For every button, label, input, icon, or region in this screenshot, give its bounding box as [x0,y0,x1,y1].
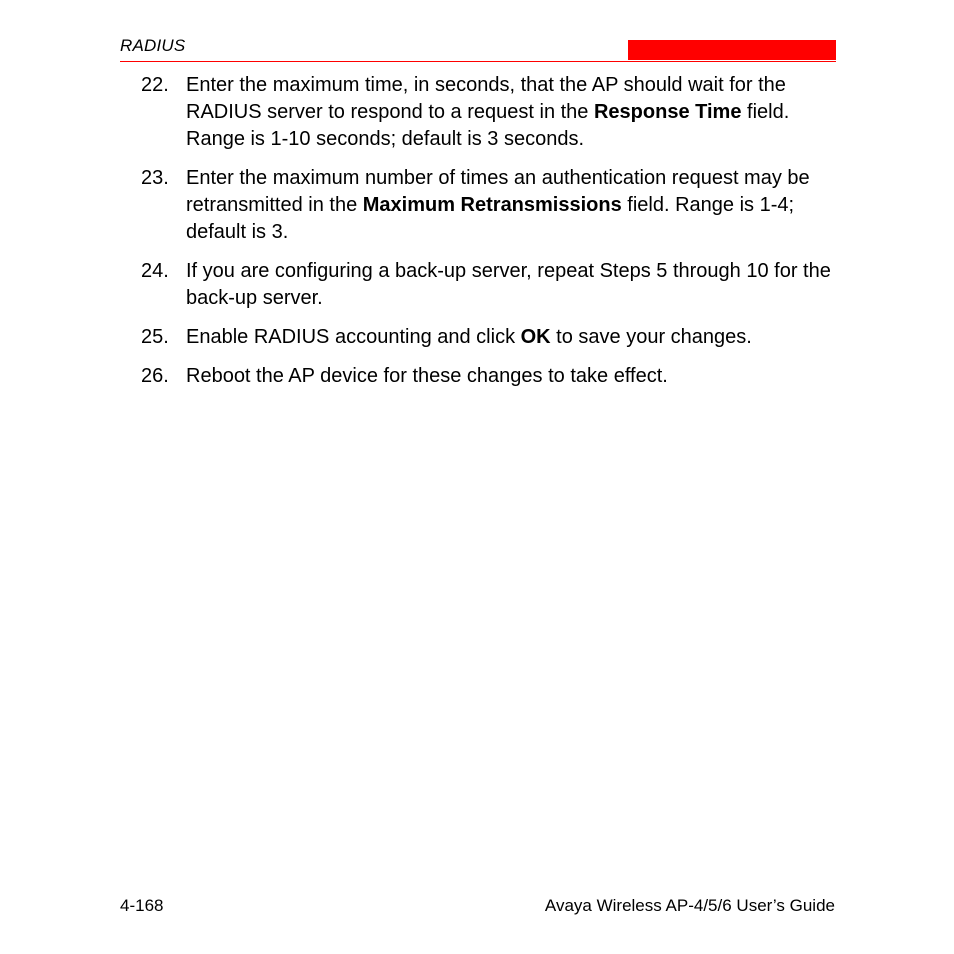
step-number: 23. [141,167,169,189]
step-text [186,165,841,246]
step-text-part: Reboot the AP device for these changes to take effect. [186,365,668,387]
step-24 [141,258,841,312]
step-text-part: field. Range is 1-4; default is 3. [186,194,795,243]
step-number: 22. [141,74,169,96]
step-text-part: Enter the maximum time, in seconds, that the AP should wait for the RADIUS server to respond to a request in the [186,74,786,123]
step-text-part: Enable RADIUS accounting and click [186,326,521,348]
step-number: 26. [141,365,169,387]
step-22 [141,72,841,153]
step-text [186,363,841,390]
section-title: RADIUS [120,36,186,55]
step-25 [141,324,841,351]
step-text-part: If you are configuring a back-up server, repeat Steps 5 through 10 for the back-up server. [186,260,831,309]
step-text-part: field. Range is 1-10 seconds; default is 3 seconds. [186,101,790,150]
step-text-part: to save your changes. [550,326,752,348]
ui-field-name: Maximum Retransmissions [362,194,622,216]
procedure-steps [141,72,841,402]
ui-field-name: Response Time [593,101,742,123]
header-divider [120,61,836,62]
step-text [186,258,841,312]
step-text-part: Enter the maximum number of times an authentication request may be retransmitted in the [186,167,810,216]
step-text [186,72,841,153]
step-text [186,324,841,351]
step-23 [141,165,841,246]
guide-title: Avaya Wireless AP-4/5/6 User’s Guide [544,896,835,915]
page-number: 4-168 [120,896,164,915]
step-number: 24. [141,260,169,282]
page-header [0,0,954,70]
step-number: 25. [141,326,169,348]
header-red-bar [628,40,836,60]
ui-button-name: OK [520,326,551,348]
step-26 [141,363,841,390]
